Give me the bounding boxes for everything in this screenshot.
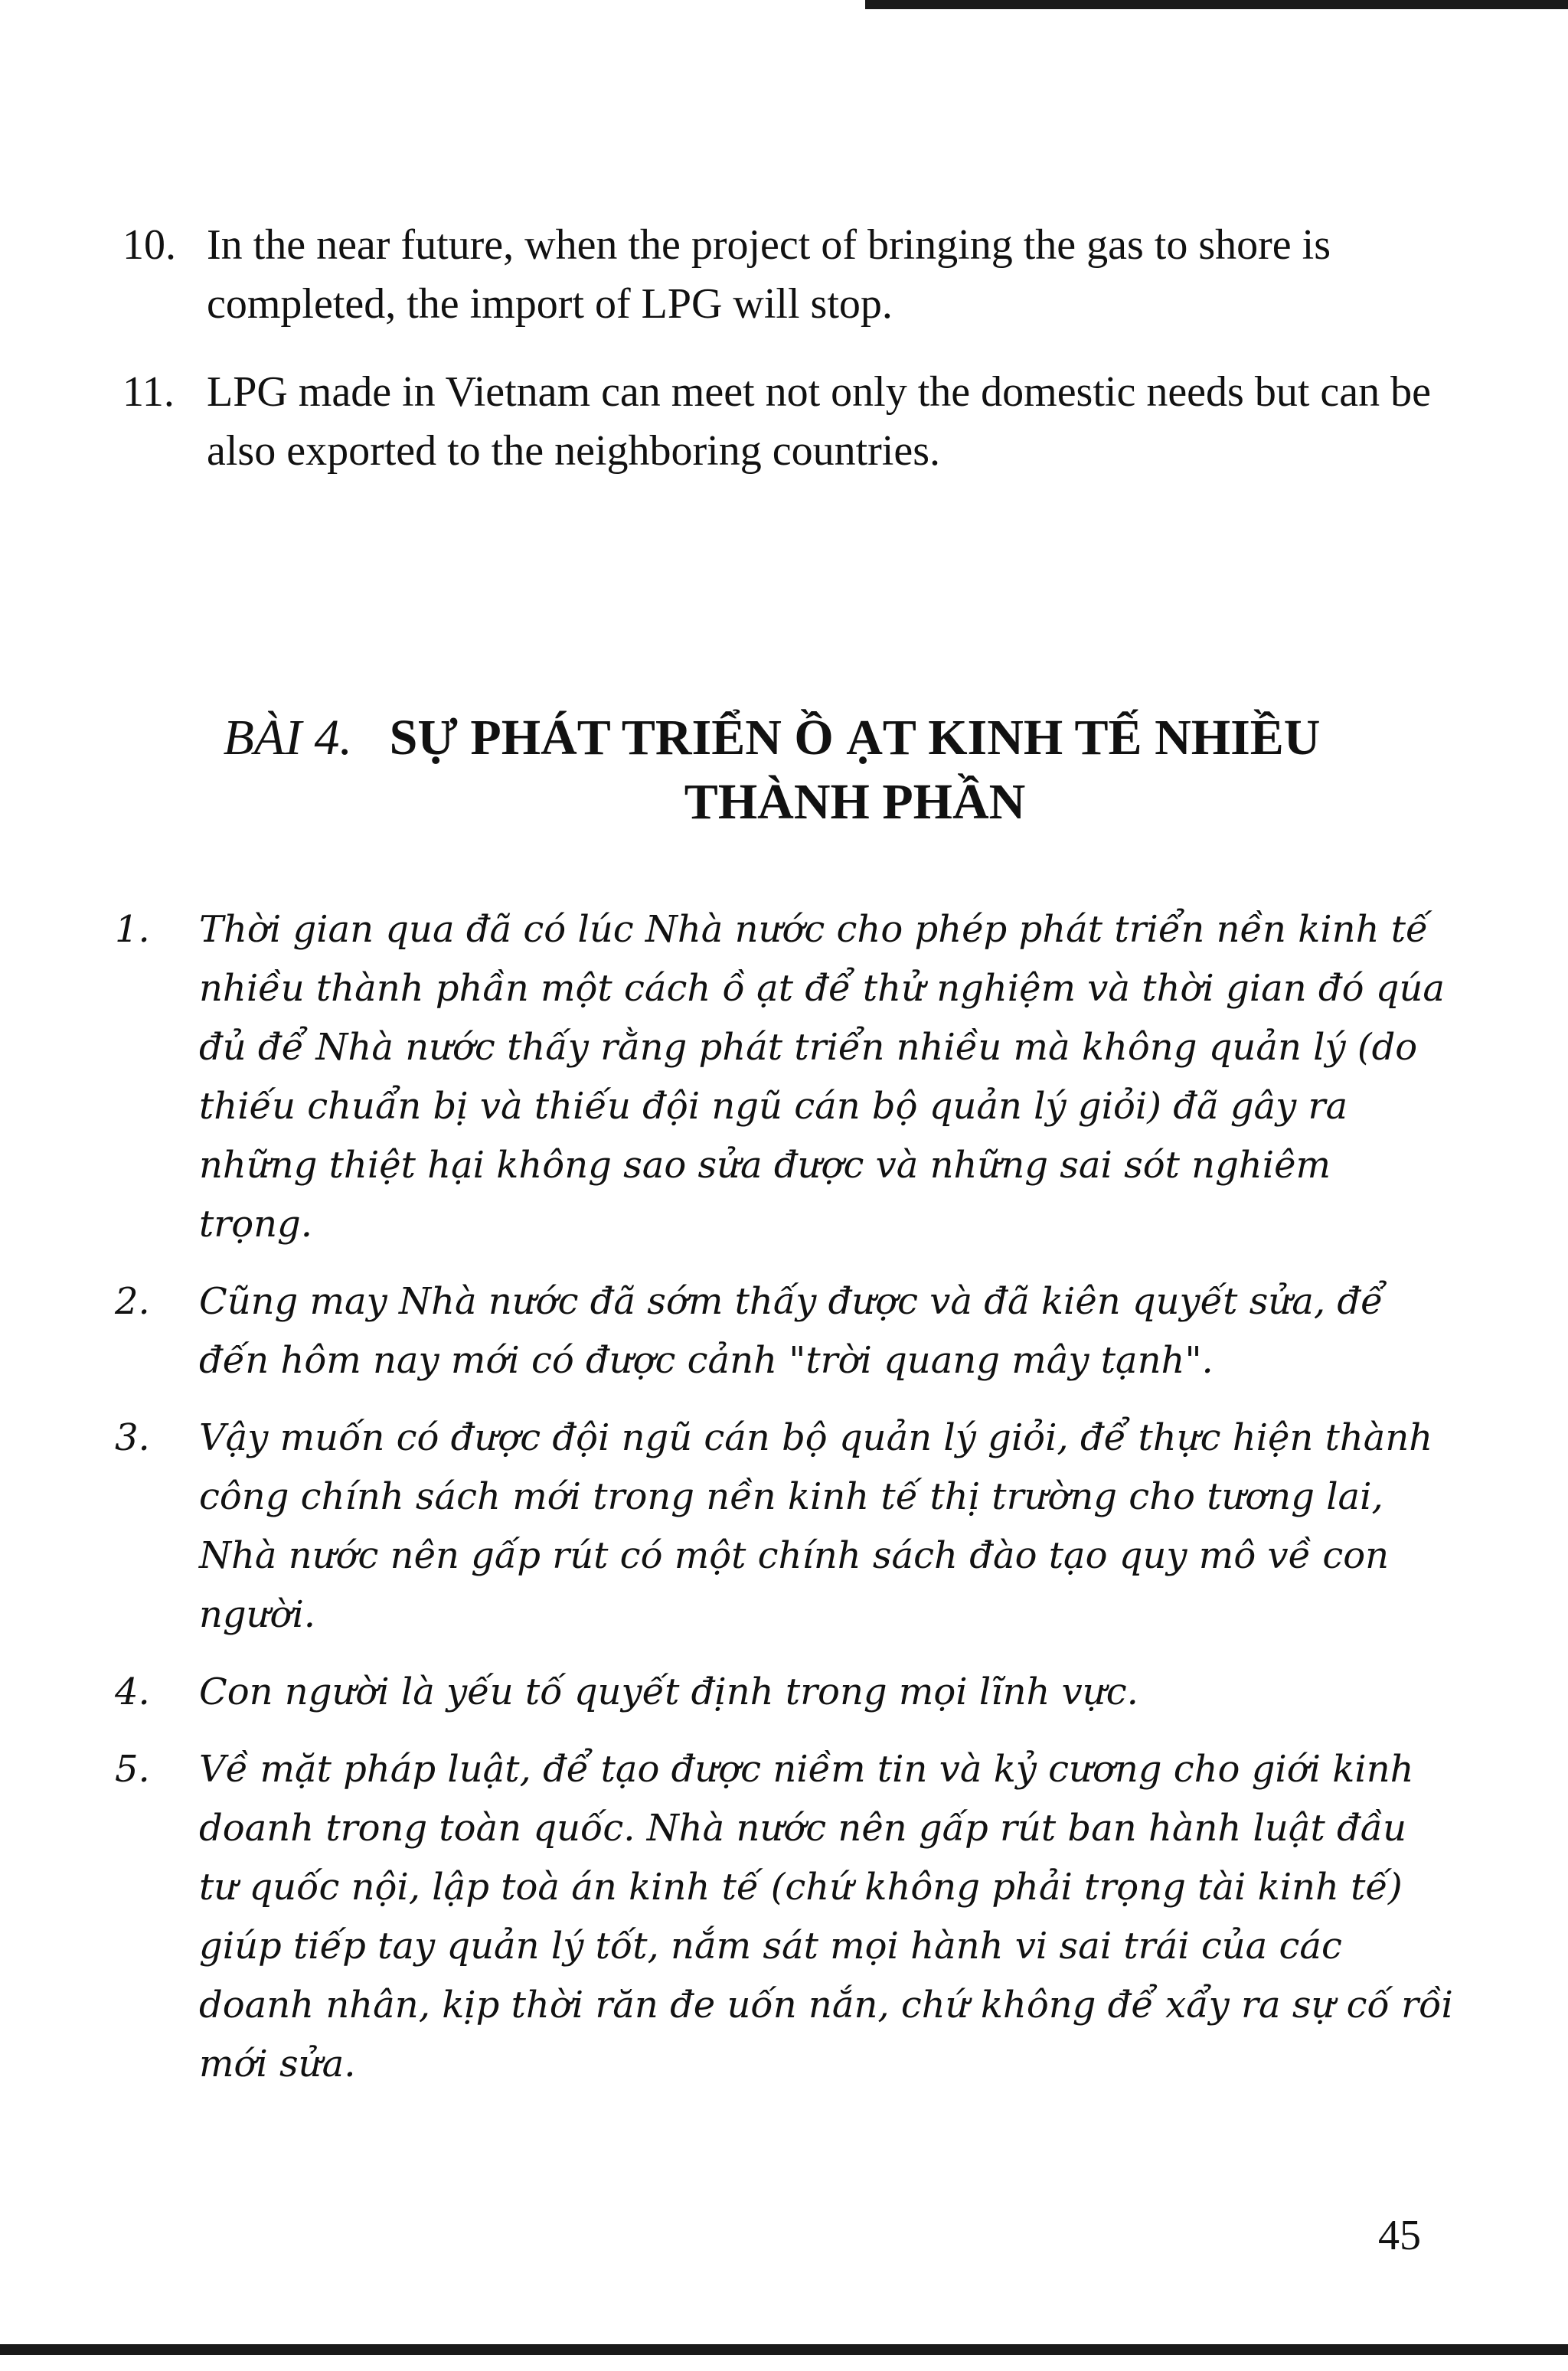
vietnamese-item-1 xyxy=(115,900,1455,1254)
lesson-heading xyxy=(0,706,1568,834)
vietnamese-item-5 xyxy=(115,1740,1455,2094)
bottom-rule xyxy=(0,2344,1568,2355)
item-text: Về mặt pháp luật, để tạo được niềm tin và kỷ cương cho giới kinh doanh trong toàn quốc. Nhà nước nên gấp rút ban hành luật đầu tư quốc nội, lập toà án kinh tế (chứ không phải trọng tài kinh tế) giúp tiếp tay quản lý tốt, nắm sát mọi hành vi sai trái của các doanh nhân, kịp thời răn đe uốn nắn, chứ không để xẩy ra sự cố rồi mới sửa. xyxy=(199,1748,1453,2085)
item-text: In the near future, when the project of bringing the gas to shore is completed, the import of LPG will stop. xyxy=(207,221,1331,328)
item-number: 1. xyxy=(115,908,150,951)
item-number: 10. xyxy=(122,221,176,269)
item-text: Thời gian qua đã có lúc Nhà nước cho phép phát triển nền kinh tế nhiều thành phần một cách ồ ạt để thử nghiệm và thời gian đó qúa đủ để Nhà nước thấy rằng phát triển nhiều mà không quản lý (do thiếu chuẩn bị và thiếu đội ngũ cán bộ quản lý giỏi) đã gây ra những thiệt hại không sao sửa được và những sai sót nghiêm trọng. xyxy=(199,908,1446,1246)
vietnamese-item-3 xyxy=(115,1409,1455,1644)
item-number: 2. xyxy=(115,1280,150,1323)
item-text: Vậy muốn có được đội ngũ cán bộ quản lý giỏi, để thực hiện thành công chính sách mới trong nền kinh tế thị trường cho tương lai, Nhà nước nên gấp rút có một chính sách đào tạo quy mô về con người. xyxy=(199,1416,1433,1636)
english-exercise-list xyxy=(122,216,1470,510)
item-number: 4. xyxy=(115,1670,150,1713)
vietnamese-item-4 xyxy=(115,1663,1455,1722)
item-number: 11. xyxy=(122,368,175,416)
item-number: 5. xyxy=(115,1748,150,1791)
item-text: LPG made in Vietnam can meet not only the domestic needs but can be also exported to the neighboring countries. xyxy=(207,368,1431,475)
english-item-11 xyxy=(122,363,1470,481)
vietnamese-text-list xyxy=(115,900,1455,2112)
lesson-title: SỰ PHÁT TRIỂN Ồ ẠT KINH TẾ NHIỀU THÀNH PHẦN xyxy=(389,710,1321,830)
item-number: 3. xyxy=(115,1416,150,1459)
item-text: Con người là yếu tố quyết định trong mọi lĩnh vực. xyxy=(199,1670,1138,1713)
vietnamese-item-2 xyxy=(115,1272,1455,1390)
english-item-10 xyxy=(122,216,1470,334)
top-rule xyxy=(865,0,1568,9)
page-number: 45 xyxy=(1378,2212,1421,2259)
lesson-label: BÀI 4. xyxy=(223,710,353,766)
item-text: Cũng may Nhà nước đã sớm thấy được và đã kiên quyết sửa, để đến hôm nay mới có được cảnh "trời quang mây tạnh". xyxy=(199,1280,1383,1382)
